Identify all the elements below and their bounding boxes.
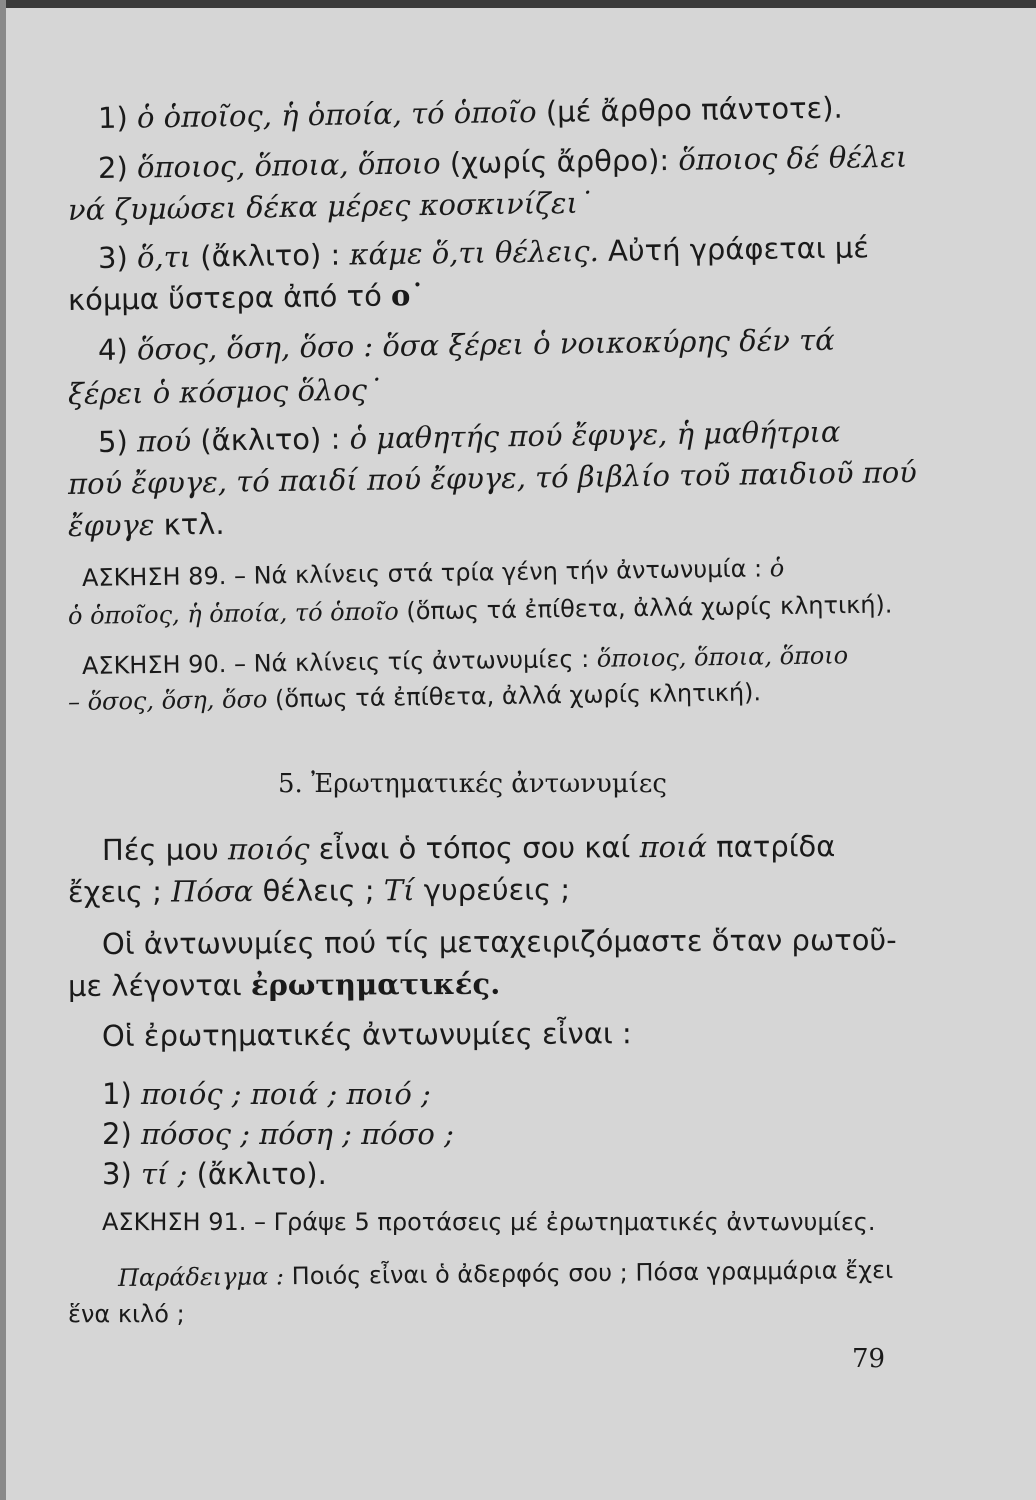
line-definition-2: με λέγονται ἐρωτηματικές. bbox=[67, 966, 501, 1003]
line-intro-2: ἔχεις ; Πόσα θέλεις ; Τί γυρεύεις ; bbox=[67, 872, 571, 909]
line-relative-4: 4) ὅσος, ὅση, ὅσο : ὅσα ξέρει ὁ νοικοκύρης δέν τά bbox=[97, 322, 835, 367]
line-intro-1: Πές μου ποιός εἶναι ὁ τόπος σου καί ποιά πατρίδα bbox=[101, 829, 836, 867]
exercise-90-cont: – ὅσος, ὅση, ὅσο (ὅπως τά ἐπίθετα, ἀλλά χωρίς κλητική). bbox=[67, 678, 762, 716]
line-relative-5-end: ἔφυγε κτλ. bbox=[67, 506, 225, 543]
scan-edge-left bbox=[0, 0, 6, 1500]
line-relative-3-cont: κόμμα ὕστερα ἀπό τό ο˙ bbox=[67, 278, 426, 317]
line-list-intro: Οἱ ἐρωτηματικές ἀντωνυμίες εἶναι : bbox=[101, 1016, 632, 1053]
line-relative-5: 5) πού (ἄκλιτο) : ὁ μαθητής πού ἔφυγε, ἡ μαθήτρια bbox=[97, 414, 841, 459]
section-heading: 5. Ἐρωτηματικές ἀντωνυμίες bbox=[278, 769, 667, 799]
list-item-1: 1) ποιός ; ποιά ; ποιό ; bbox=[102, 1077, 431, 1111]
exercise-89: ΑΣΚΗΣΗ 89. – Νά κλίνεις στά τρία γένη τήν ἀντωνυμία : ὁ bbox=[81, 554, 785, 592]
page-number: 79 bbox=[852, 1344, 886, 1374]
line-relative-4-cont: ξέρει ὁ κόσμος ὅλος˙ bbox=[67, 372, 382, 411]
exercise-90: ΑΣΚΗΣΗ 90. – Νά κλίνεις τίς ἀντωνυμίες : ὅποιος, ὅποια, ὅποιο bbox=[81, 641, 849, 680]
line-relative-1: 1) ὁ ὁποῖος, ἡ ὁποία, τό ὁποῖο (μέ ἄρθρο πάντοτε). bbox=[97, 90, 843, 135]
line-relative-5-cont: πού ἔφυγε, τό παιδί πού ἔφυγε, τό βιβλίο τοῦ παιδιοῦ πού bbox=[67, 455, 918, 501]
scan-edge-top bbox=[0, 0, 1036, 8]
exercise-89-cont: ὁ ὁποῖος, ἡ ὁποία, τό ὁποῖο (ὅπως τά ἐπίθετα, ἀλλά χωρίς κλητική). bbox=[67, 590, 893, 630]
line-relative-2: 2) ὅποιος, ὅποια, ὅποιο (χωρίς ἄρθρο): ὅποιος δέ θέλει bbox=[97, 139, 908, 185]
line-definition-1: Οἱ ἀντωνυμίες πού τίς μεταχειριζόμαστε ὅταν ρωτοῦ- bbox=[101, 922, 897, 961]
list-item-2: 2) πόσος ; πόση ; πόσο ; bbox=[102, 1117, 454, 1151]
example-line-cont: ἕνα κιλό ; bbox=[68, 1300, 185, 1328]
exercise-91: ΑΣΚΗΣΗ 91. – Γράψε 5 προτάσεις μέ ἐρωτηματικές ἀντωνυμίες. bbox=[102, 1208, 876, 1236]
example-line: Παράδειγμα : Ποιός εἶναι ὁ ἀδερφός σου ; Πόσα γραμμάρια ἔχει bbox=[117, 1255, 894, 1292]
line-relative-3: 3) ὅ,τι (ἄκλιτο) : κάμε ὅ,τι θέλεις. Αὐτή γράφεται μέ bbox=[97, 230, 870, 275]
list-item-3: 3) τί ; (ἄκλιτο). bbox=[102, 1157, 327, 1191]
line-relative-2-cont: νά ζυμώσει δέκα μέρες κοσκινίζει˙ bbox=[67, 185, 593, 227]
